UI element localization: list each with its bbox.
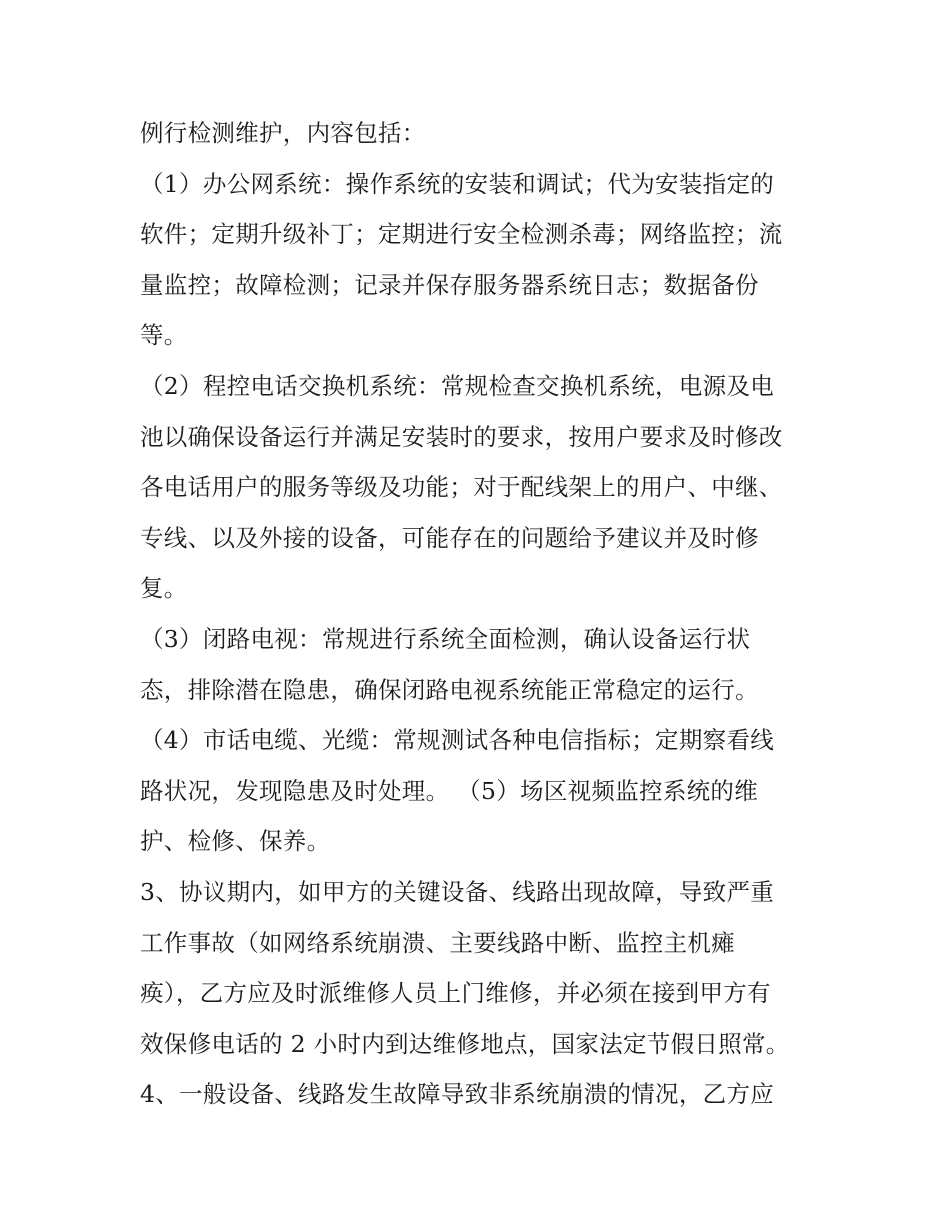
text-line: （4）市话电缆、光缆：常规测试各种电信指标；定期察看线 [140,726,775,755]
document-body [140,108,830,1120]
text-line: 效保修电话的 2 小时内到达维修地点，国家法定节假日照常。 [140,1029,790,1058]
text-line: （2）程控电话交换机系统：常规检查交换机系统，电源及电 [140,371,775,400]
text-line: 护、检修、保养。 [140,827,331,856]
text-line: 各电话用户的服务等级及功能；对于配线架上的用户、中继、 [140,473,783,502]
text-line: 复。 [140,574,188,603]
text-line: 痪），乙方应及时派维修人员上门维修，并必须在接到甲方有 [140,979,771,1008]
text-line: 态，排除潜在隐患，确保闭路电视系统能正常稳定的运行。 [140,675,759,704]
text-line: 量监控；故障检测；记录并保存服务器系统日志；数据备份 [140,270,759,299]
text-line: 3、协议期内，如甲方的关键设备、线路出现故障，导致严重 [140,877,775,906]
text-line: （3）闭路电视：常规进行系统全面检测，确认设备运行状 [140,624,751,653]
text-line: （1）办公网系统：操作系统的安装和调试；代为安装指定的 [140,169,775,198]
text-line: 等。 [140,321,188,350]
text-line: 专线、以及外接的设备，可能存在的问题给予建议并及时修 [140,523,759,552]
text-line: 软件；定期升级补丁；定期进行安全检测杀毒；网络监控；流 [140,220,783,249]
text-line: 池以确保设备运行并满足安装时的要求，按用户要求及时修改 [140,422,783,451]
text-line: 4、一般设备、线路发生故障导致非系统崩溃的情况，乙方应 [140,1080,775,1109]
text-line: 例行检测维护，内容包括： [140,119,426,147]
text-line: 路状况，发现隐患及时处理。 （5）场区视频监控系统的维 [140,776,759,805]
text-line: 工作事故（如网络系统崩溃、主要线路中断、监控主机瘫 [140,928,735,957]
